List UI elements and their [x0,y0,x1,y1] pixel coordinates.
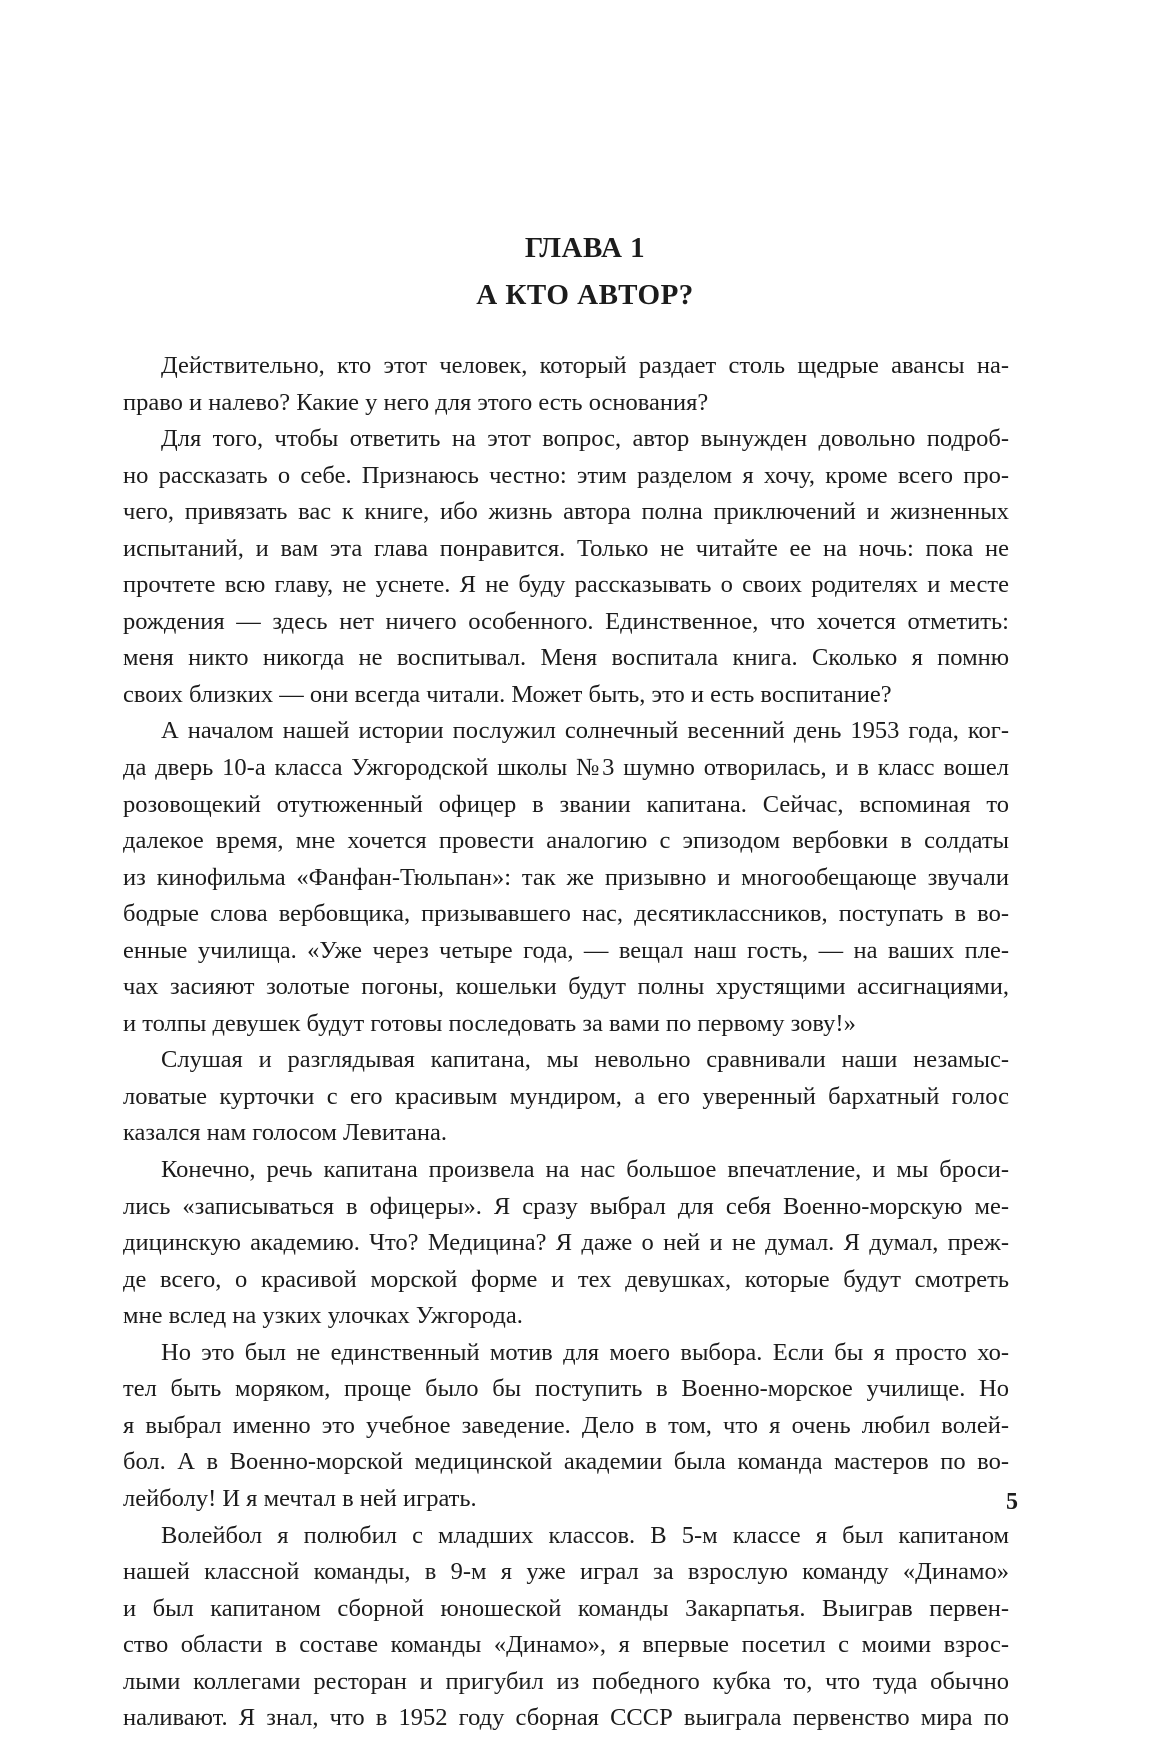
text-line: лейболу! И я мечтал в ней играть. [123,1484,477,1512]
text-line: и толпы девушек будут готовы последовать за вами по первому зову!» [123,1009,856,1037]
text-line: испытаний, и вам эта глава понравится. Только не читайте ее на ночь: пока не [123,534,1009,562]
text-line: из кинофильма «Фанфан-Тюльпан»: так же призывно и многообещающе звучали [123,863,1009,891]
text-line: и был капитаном сборной юношеской команды Закарпатья. Выиграв первен- [123,1594,1009,1622]
text-line: бол. А в Военно-морской медицинской академии была команда мастеров по во- [123,1448,1009,1476]
text-line: своих близких — они всегда читали. Может быть, это и есть воспитание? [123,680,892,708]
text-line: казался нам голосом Левитана. [123,1119,448,1147]
paragraph-first-line: Но это был не единственный мотив для моего выбора. Если бы я просто хо- [161,1338,1009,1366]
paragraph-first-line: Действительно, кто этот человек, который раздает столь щедрые авансы на- [161,352,1009,379]
text-line: я выбрал именно это учебное заведение. Дело в том, что я очень любил волей- [123,1411,1009,1439]
text-line: де всего, о красивой морской форме и тех девушках, которые будут смотреть [123,1265,1009,1293]
text-line: далекое время, мне хочется провести аналогию с эпизодом вербовки в солдаты [123,827,1009,855]
text-line: право и налево? Какие у него для этого есть основания? [123,388,709,416]
text-line: чах засияют золотые погоны, кошельки будут полны хрустящими ассигнациями, [123,973,1009,1001]
text-line: лыми коллегами ресторан и пригубил из победного кубка то, что туда обычно [123,1667,1009,1695]
text-line: рождения — здесь нет ничего особенного. Единственное, что хочется отметить: [123,607,1009,635]
text-line: енные училища. «Уже через четыре года, — вещал наш гость, — на ваших пле- [123,936,1009,964]
paragraph-first-line: Конечно, речь капитана произвела на нас большое впечатление, и мы броси- [161,1156,1009,1184]
text-line: ловатые курточки с его красивым мундиром, а его уверенный бархатный голос [123,1082,1009,1110]
text-line: да дверь 10-а класса Ужгородской школы №3 шумно отворилась, и в класс вошел [123,754,1009,782]
text-line: дицинскую академию. Что? Медицина? Я даже о ней и не думал. Я думал, преж- [123,1229,1009,1257]
paragraph-first-line: Для того, чтобы ответить на этот вопрос, автор вынужден довольно подроб- [161,425,1009,453]
chapter-number: ГЛАВА 1 [524,232,646,264]
page-number: 5 [1006,1489,1018,1515]
text-line: меня никто никогда не воспитывал. Меня воспитала книга. Сколько я помню [123,644,1009,672]
text-line: мне вслед на узких улочках Ужгорода. [123,1302,523,1330]
text-line: лись «записываться в офицеры». Я сразу выбрал для себя Военно-морскую ме- [123,1192,1009,1220]
text-line: розовощекий отутюженный офицер в звании капитана. Сейчас, вспоминая то [123,790,1009,818]
text-line: ство области в составе команды «Динамо», я впервые посетил с моими взрос- [123,1631,1009,1659]
text-line: тел быть моряком, проще было бы поступить в Военно-морское училище. Но [123,1375,1009,1403]
paragraph-first-line: А началом нашей истории послужил солнечный весенний день 1953 года, ког- [161,717,1009,745]
paragraph-first-line: Волейбол я полюбил с младших классов. В 5-м классе я был капитаном [161,1521,1009,1549]
text-line: бодрые слова вербовщика, призывавшего нас, десятиклассников, поступать в во- [123,900,1009,928]
chapter-title: А КТО АВТОР? [476,279,694,311]
text-line: наливают. Я знал, что в 1952 году сборная СССР выиграла первенство мира по [123,1704,1009,1732]
text-line: прочтете всю главу, не уснете. Я не буду рассказывать о своих родителях и месте [123,571,1009,599]
paragraph-first-line: Слушая и разглядывая капитана, мы невольно сравнивали наши незамыс- [161,1046,1009,1074]
text-line: нашей классной команды, в 9-м я уже играл за взрослую команду «Динамо» [123,1558,1009,1586]
chapter-body-text [123,348,1009,1737]
text-line: но рассказать о себе. Признаюсь честно: этим разделом я хочу, кроме всего про- [123,461,1009,489]
text-line: чего, привязать вас к книге, ибо жизнь автора полна приключений и жизненных [123,498,1009,526]
